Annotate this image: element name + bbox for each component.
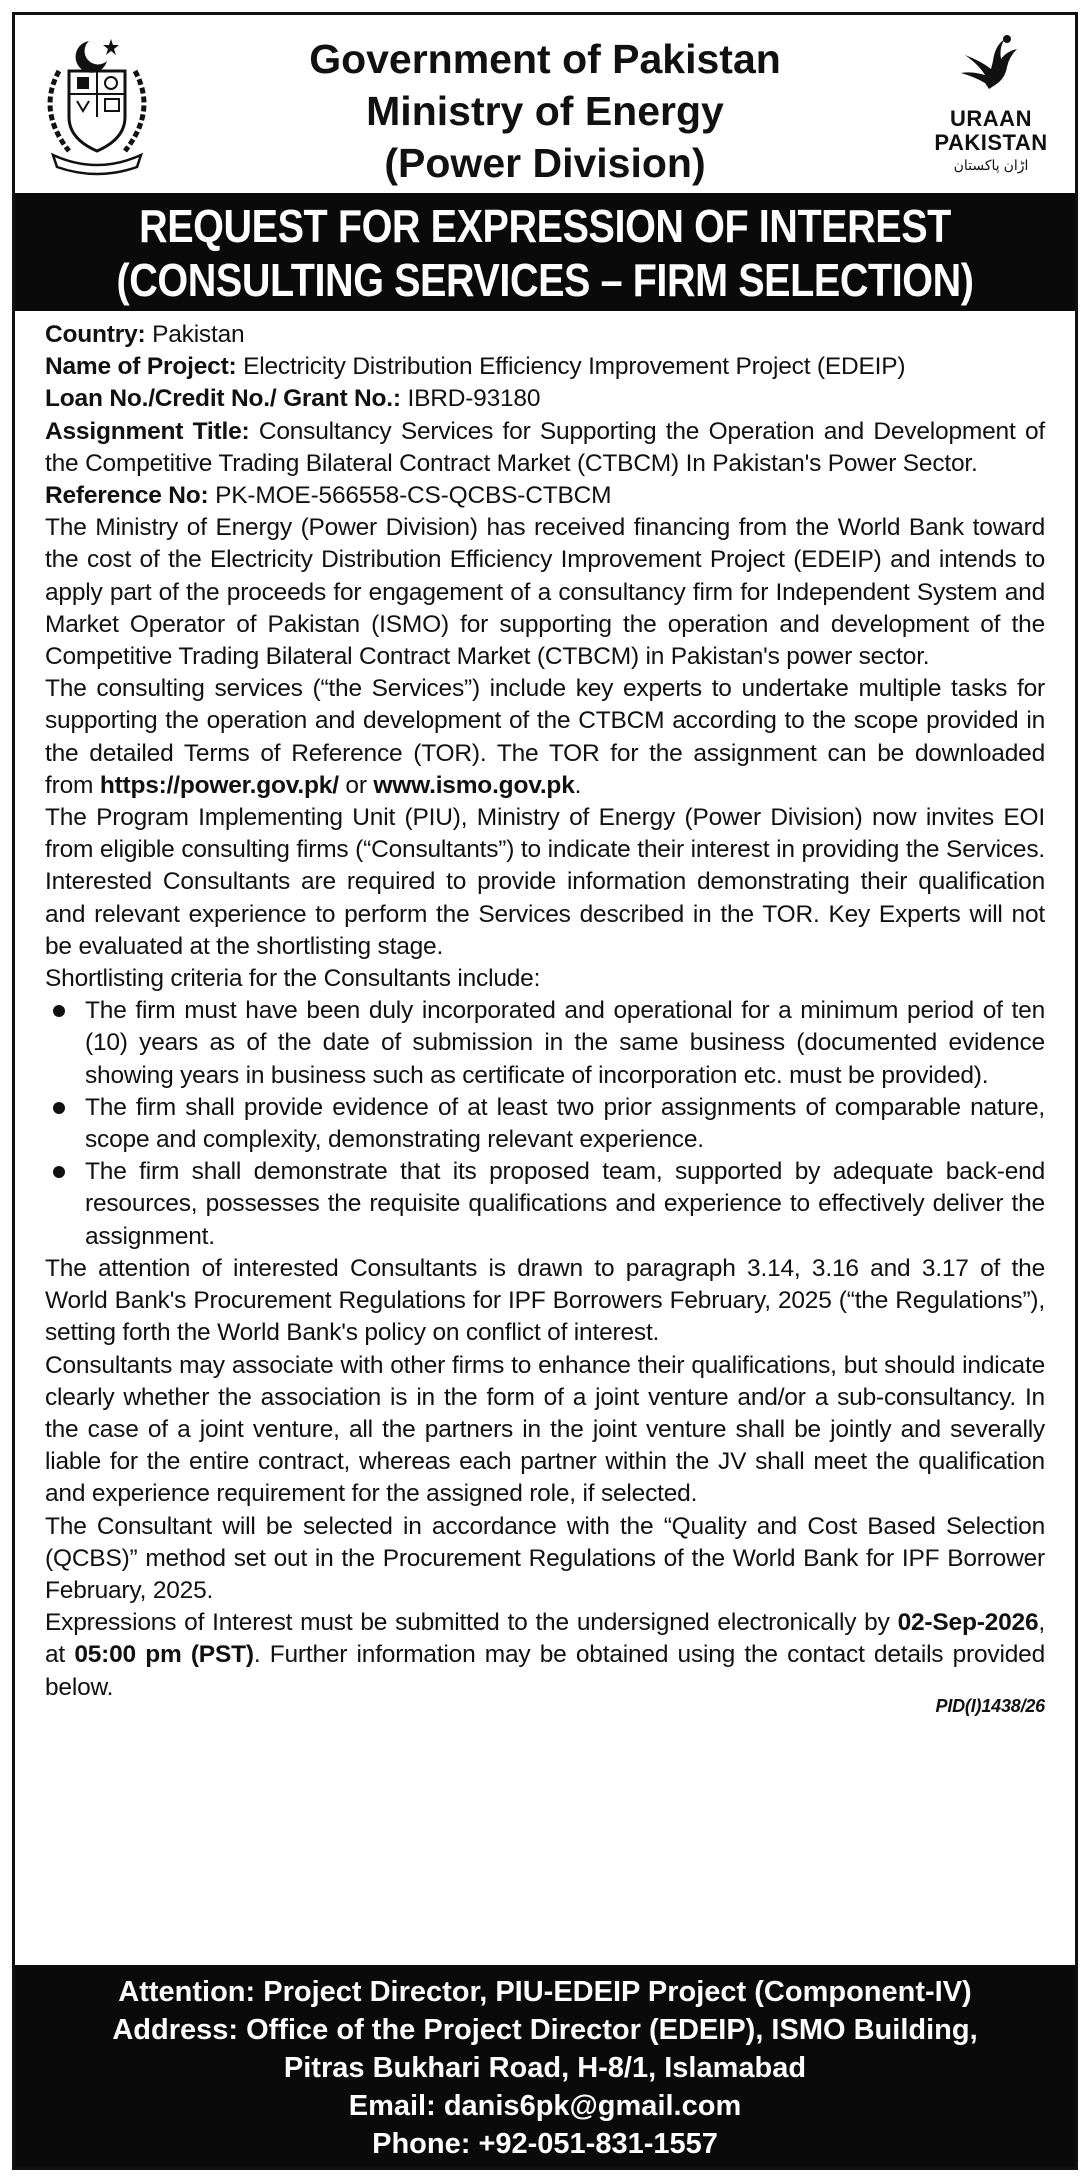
list-item <box>45 1156 1045 1253</box>
criteria-text: The firm shall demonstrate that its proposed team, supported by adequate back-end resources, possesses the requisite qualifications and experience to effectively deliver the assignment. <box>85 1158 1045 1250</box>
project-label: Name of Project: <box>45 353 237 381</box>
assignment-value: Consultancy Services for Supporting the Operation and Development of the Competitive Trading Bilateral Contract Market (CTBCM) In Pakistan's Power Sector. <box>45 417 1045 477</box>
heading-line-1: Government of Pakistan <box>309 36 781 82</box>
deadline-date: 02-Sep-2026 <box>897 1609 1039 1637</box>
ismo-link[interactable]: www.ismo.gov.pk <box>373 771 575 799</box>
list-item <box>45 1092 1045 1156</box>
reference-field <box>45 480 1045 512</box>
list-item <box>45 995 1045 1092</box>
loan-label: Loan No./Credit No./ Grant No.: <box>45 385 401 413</box>
pid-number: PID(I)1438/26 <box>935 1695 1045 1716</box>
footer-attention: Attention: Project Director, PIU-EDEIP Project (Component-IV) <box>118 1976 972 2008</box>
footer-email[interactable]: Email: danis6pk@gmail.com <box>348 2090 742 2122</box>
advertisement-body <box>45 319 1045 1716</box>
services-or: or <box>338 771 374 799</box>
deadline-time: 05:00 pm (PST) <box>74 1641 254 1669</box>
reference-label: Reference No: <box>45 482 209 510</box>
header <box>15 15 1075 193</box>
deadline-end: . Further information may be obtained using the contact details provided below. <box>45 1641 1046 1701</box>
banner-line-2: (CONSULTING SERVICES – FIRM SELECTION) <box>116 254 974 306</box>
country-field <box>45 319 1045 351</box>
logo-urdu-tagline: اڑان پاکستان <box>953 157 1029 173</box>
project-value: Electricity Distribution Efficiency Improvement Project (EDEIP) <box>236 353 906 381</box>
assignment-field <box>45 416 1045 480</box>
country-value: Pakistan <box>145 321 245 348</box>
footer-phone: Phone: +92-051-831-1557 <box>372 2128 718 2160</box>
paragraph-conflict: The attention of interested Consultants is drawn to paragraph 3.14, 3.16 and 3.17 of the World Bank's Procurement Regulations for IPF Borrowers February, 2025 (“the Regulations”), setting forth the World Bank's policy on conflict of interest. <box>45 1254 1045 1347</box>
bullet-icon <box>53 1102 65 1114</box>
heading-line-3: (Power Division) <box>384 140 706 186</box>
assignment-label: Assignment Title: <box>45 417 250 445</box>
contact-footer <box>15 1965 1075 2167</box>
paragraph-financing: The Ministry of Energy (Power Division) has received financing from the World Bank toward the cost of the Electricity Distribution Efficiency Improvement Project (EDEIP) and intends to apply part of the proceeds for engagement of a consultancy firm for Independent System and Market Operator of Pakistan (ISMO) for supporting the operation and development of the Competitive Trading Bilateral Contract Market (CTBCM) in Pakistan's power sector. <box>45 514 1045 671</box>
power-gov-link[interactable]: https://power.gov.pk/ <box>99 771 339 799</box>
paragraph-association: Consultants may associate with other firms to enhance their qualifications, but should indicate clearly whether the association is in the form of a joint venture and/or a sub-consultancy. In the case of a joint venture, all the partners in the joint venture shall be jointly and severally liable for the entire contract, whereas each partner within the JV shall meet the qualification and experience requirement for the assigned role, if selected. <box>45 1351 1045 1508</box>
paragraph-services <box>45 673 1045 802</box>
logo-text-pakistan: PAKISTAN <box>934 130 1048 155</box>
country-label: Country: <box>45 321 146 348</box>
loan-field <box>45 383 1045 415</box>
advertisement-frame <box>12 12 1078 2170</box>
criteria-text: The firm must have been duly incorporated and operational for a minimum period of ten (10) years as of the date of submission in the same business (documented evidence showing years in business such as certificate of incorporation etc. must be provided). <box>85 997 1045 1089</box>
criteria-list <box>45 995 1045 1253</box>
ministry-heading <box>175 33 915 189</box>
loan-value: IBRD-93180 <box>400 385 541 413</box>
paragraph-criteria-intro: Shortlisting criteria for the Consultants include: <box>45 965 541 993</box>
uraan-pakistan-logo <box>921 29 1061 179</box>
footer-address-1: Address: Office of the Project Director (EDEIP), ISMO Building, <box>112 2014 978 2046</box>
bullet-icon <box>53 1166 65 1178</box>
project-field <box>45 351 1045 383</box>
paragraph-deadline <box>45 1607 1045 1704</box>
deadline-mid: , at <box>45 1609 1045 1669</box>
government-emblem-icon <box>29 31 165 177</box>
heading-line-2: Ministry of Energy <box>366 88 724 134</box>
criteria-text: The firm shall provide evidence of at least two prior assignments of comparable nature, scope and complexity, demonstrating relevant experience. <box>85 1093 1045 1154</box>
deadline-text: Expressions of Interest must be submitted to the undersigned electronically by <box>45 1609 898 1637</box>
bullet-icon <box>53 1005 65 1017</box>
footer-address-2: Pitras Bukhari Road, H-8/1, Islamabad <box>283 2052 807 2084</box>
paragraph-piu: The Program Implementing Unit (PIU), Ministry of Energy (Power Division) now invites EOI from eligible consulting firms (“Consultants”) to indicate their interest in providing the Services. Interested Consultants are required to provide information demonstrating their qualification and relevant experience to perform the Services described in the TOR. Key Experts will not be evaluated at the shortlisting stage. <box>45 804 1045 960</box>
services-text: The consulting services (“the Services”) include key experts to undertake multiple tasks for supporting the operation and development of the CTBCM according to the scope provided in the detailed Terms of Reference (TOR). The TOR for the assignment can be downloaded from <box>45 675 1045 799</box>
paragraph-selection: The Consultant will be selected in accordance with the “Quality and Cost Based Selection (QCBS)” method set out in the Procurement Regulations of the World Bank for IPF Borrower February, 2025. <box>45 1512 1045 1604</box>
reference-value: PK-MOE-566558-CS-QCBS-CTBCM <box>208 482 612 510</box>
title-banner <box>15 193 1075 311</box>
services-end: . <box>574 771 582 799</box>
logo-text-uraan: URAAN <box>950 106 1032 131</box>
banner-line-1: REQUEST FOR EXPRESSION OF INTEREST <box>139 200 951 252</box>
bird-icon <box>951 29 1031 107</box>
